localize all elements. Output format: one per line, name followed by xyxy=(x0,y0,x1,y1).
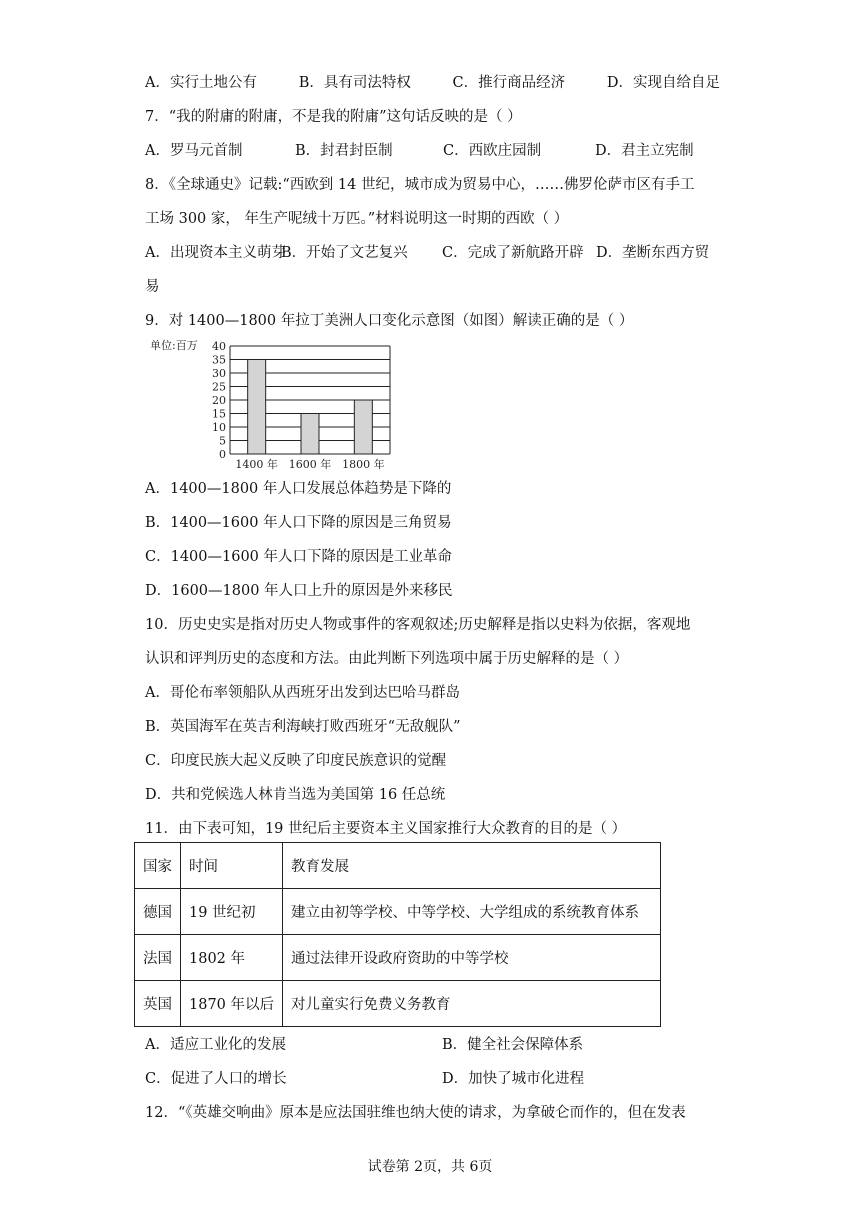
q6-options xyxy=(145,73,720,93)
x-tick-label: 1400 年 xyxy=(235,458,278,471)
population-bar-chart xyxy=(150,336,395,474)
q10-option-c: C．印度民族大起义反映了印度民族意识的觉醒 xyxy=(145,753,447,769)
y-tick-label: 15 xyxy=(212,407,226,421)
table-cell: 1870 年以后 xyxy=(181,981,283,1027)
q7-option-b: B．封君封臣制 xyxy=(295,143,393,159)
q9-option-a: A．1400—1800 年人口发展总体趋势是下降的 xyxy=(145,481,452,497)
table-row xyxy=(135,889,661,935)
y-tick-label: 40 xyxy=(212,340,226,353)
q9-option-d: D．1600—1800 年人口上升的原因是外来移民 xyxy=(145,583,453,599)
table-cell: 19 世纪初 xyxy=(181,889,283,935)
table-header-country: 国家 xyxy=(135,843,181,889)
chart-unit-label: 单位:百万 xyxy=(150,339,198,352)
q8-stem-line-1: 8．《全球通史》记载:“西欧到 14 世纪，城市成为贸易中心，……佛罗伦萨市区有手工 xyxy=(145,177,695,193)
q8-option-a: A．出现资本主义萌芽 xyxy=(145,245,286,261)
table-header-row xyxy=(135,843,661,889)
table-cell: 建立由初等学校、中等学校、大学组成的系统教育体系 xyxy=(283,889,661,935)
q6-option-a: A．实行土地公有 xyxy=(145,75,257,91)
x-tick-label: 1600 年 xyxy=(288,458,332,471)
q7-option-a: A．罗马元首制 xyxy=(145,143,243,159)
q8-stem-line-2: 工场 300 家， 年生产呢绒十万匹。”材料说明这一时期的西欧（ ） xyxy=(145,211,569,227)
y-tick-label: 25 xyxy=(212,380,226,394)
q6-option-d: D．实现自给自足 xyxy=(606,75,720,91)
q8-option-d-wrap: 易 xyxy=(145,279,160,295)
page-footer: 试卷第 2页，共 6页 xyxy=(367,1159,493,1175)
table-cell: 通过法律开设政府资助的中等学校 xyxy=(283,935,661,981)
q10-stem-line-1: 10．历史史实是指对历史人物或事件的客观叙述;历史解释是指以史料为依据，客观地 xyxy=(145,617,691,633)
q10-option-a: A．哥伦布率领船队从西班牙出发到达巴哈马群岛 xyxy=(145,685,460,701)
q10-option-b: B．英国海军在英吉利海峡打败西班牙“无敌舰队” xyxy=(145,719,461,735)
table-cell: 对儿童实行免费义务教育 xyxy=(283,981,661,1027)
y-tick-label: 0 xyxy=(219,448,226,461)
q7-stem: 7．“我的附庸的附庸，不是我的附庸”这句话反映的是（ ） xyxy=(145,109,522,125)
q12-stem: 12．“《英雄交响曲》原本是应法国驻维也纳大使的请求，为拿破仑而作的，但在发表 xyxy=(145,1105,686,1121)
table-header-education: 教育发展 xyxy=(283,843,661,889)
y-tick-label: 30 xyxy=(212,367,226,380)
bar-1 xyxy=(301,414,319,455)
q11-stem: 11．由下表可知，19 世纪后主要资本主义国家推行大众教育的目的是（ ） xyxy=(145,821,627,837)
q9-stem: 9．对 1400—1800 年拉丁美洲人口变化示意图（如图）解读正确的是（ ） xyxy=(145,313,634,329)
y-tick-label: 5 xyxy=(219,434,226,448)
y-tick-label: 35 xyxy=(212,353,226,367)
q6-option-c: C．推行商品经济 xyxy=(452,75,566,91)
q8-option-d: D．垄断东西方贸 xyxy=(596,245,710,261)
q10-stem-line-2: 认识和评判历史的态度和方法。由此判断下列选项中属于历史解释的是（ ） xyxy=(145,651,629,667)
table-row xyxy=(135,935,661,981)
table-cell: 1802 年 xyxy=(181,935,283,981)
bar-0 xyxy=(248,360,266,455)
education-table xyxy=(134,842,661,1027)
q8-option-c: C．完成了新航路开辟 xyxy=(442,245,584,261)
q7-option-d: D．君主立宪制 xyxy=(595,143,694,159)
q11-option-a: A．适应工业化的发展 xyxy=(145,1037,286,1053)
table-cell: 德国 xyxy=(135,889,181,935)
y-tick-label: 10 xyxy=(212,421,226,434)
table-cell: 英国 xyxy=(135,981,181,1027)
bar-2 xyxy=(354,400,372,454)
q11-option-b: B．健全社会保障体系 xyxy=(442,1037,584,1053)
q9-option-c: C．1400—1600 年人口下降的原因是工业革命 xyxy=(145,549,453,565)
q11-option-d: D．加快了城市化进程 xyxy=(442,1071,585,1087)
q11-option-c: C．促进了人口的增长 xyxy=(145,1071,287,1087)
table-row xyxy=(135,981,661,1027)
table-header-time: 时间 xyxy=(181,843,283,889)
q8-option-b: B．开始了文艺复兴 xyxy=(281,245,408,261)
x-tick-label: 1800 年 xyxy=(342,458,385,471)
q6-option-b: B．具有司法特权 xyxy=(298,75,411,91)
table-cell: 法国 xyxy=(135,935,181,981)
q7-option-c: C．西欧庄园制 xyxy=(443,143,542,159)
y-tick-label: 20 xyxy=(212,394,226,407)
q10-option-d: D．共和党候选人林肯当选为美国第 16 任总统 xyxy=(145,787,446,803)
q9-option-b: B．1400—1600 年人口下降的原因是三角贸易 xyxy=(145,515,452,531)
